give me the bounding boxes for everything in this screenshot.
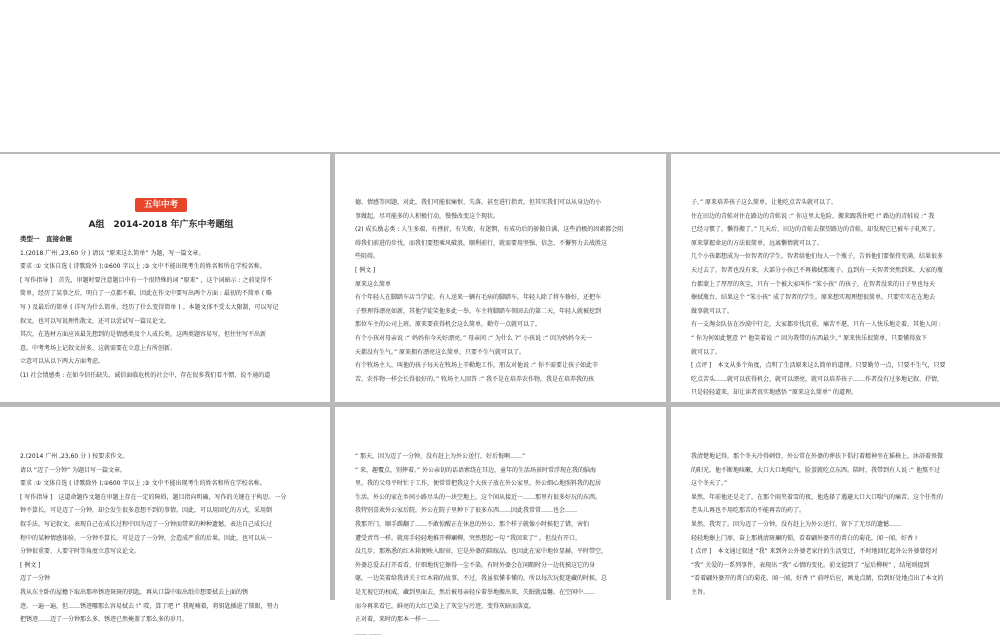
text-line: “ 来，趣覆点，别摔着。” 外公亲切的话语萦绕在耳边，童年的生活场景时常浮现在我的脑海 bbox=[355, 466, 597, 474]
text-line: 钟不算长，可是迈了一分钟，却会发生很多意想不到的事情。因此，可以用回忆的方式，采用倒 bbox=[20, 507, 273, 515]
text-line: 果然，我哭了。因为迈了一分钟，没有赶上为外公送行，留下了无尽的遗憾…… bbox=[691, 520, 902, 528]
text-line: 躯，一边笑着给我讲关于红木箱的故事，不过，我虽似懂非懂的，所以每次玩捉迷藏的时候，总 bbox=[355, 575, 608, 583]
document-page-6 bbox=[671, 407, 1000, 600]
text-line: 有个小孩对母亲说 :“ 妈妈你今天好漂亮。” 母亲问 :“ 为什么 ?” 小孩说 :“ 因为妈妈今天一 bbox=[355, 334, 592, 342]
text-line: 没几步，那熟悉的红木箱便映入眼帘，它是外婆的陪嫁品，也因此在家中地位显赫。平时带空， bbox=[355, 548, 608, 556]
essay-title: 迈了一分钟 bbox=[20, 575, 51, 583]
example-label: [ 例文 ] bbox=[355, 266, 376, 274]
text-line: [ 点评 ] 本文通过叙述 “我” 来到外公外婆老家住的生活变迁，不时地回忆起外公外婆曾经对 bbox=[691, 548, 938, 556]
text-line: 是无视它的权威，藏到里面去，然后被母亲轻斥着举地搬出来，失眠就温馨。在空闲中…… bbox=[355, 588, 596, 596]
text-line: …… …… bbox=[355, 629, 381, 637]
text-line: 请以 “迈了一分钟” 为题目写一篇文章。 bbox=[20, 466, 127, 474]
text-line: 叙文，也可以写说理性散文，还可以尝试写一篇议论文。 bbox=[20, 317, 171, 325]
text-line: 有个牧场主人，叫他的孩子每天在牧场上辛勤地工作，朋友对他说 :“ 你不需要让孩子如此辛 bbox=[355, 362, 598, 370]
text-line: 要求 :① 文体自选 ( 诗歌除外 );②600 字以上 ;③ 文中不能出现考生的姓名和所在学校名称。 bbox=[20, 263, 266, 271]
text-line: 迹。一遍一遍，但……锈迹哪那么容易拭去 !” 哎，算了吧 !” 我呢喃着，将钥匙插进了锁眼，努力 bbox=[20, 602, 279, 610]
document-page-1 bbox=[0, 154, 330, 402]
text-line: 轻轻地擦上门扉，奋上那挑清斑斓的锁，看着翩外婆开的菁白的菊花，闻一闻，好香 ! bbox=[691, 534, 918, 542]
text-line: 正对着，来时的那本一样一…… bbox=[355, 616, 440, 624]
text-line: 而今再来看它，鲜亮的大红已染上了灰尘与污迹，变得灰暗而落寞。 bbox=[355, 602, 536, 610]
text-line: 这个冬天了。” bbox=[691, 480, 728, 488]
section-badge: 五年中考 bbox=[135, 198, 187, 212]
text-line: 原来掌握命运的方法很简单，远离懒惰就可以了。 bbox=[691, 239, 824, 247]
text-line: 几个小孩都想成为一位智者的学生，智者给他们每人一个瓶子，告诉他们要保持充满，结果很多 bbox=[691, 253, 944, 261]
text-line: 1.(2018 广州 ,23,60 分 ) 请以 “原来这么简单” 为题，写一篇文章。 bbox=[20, 249, 205, 257]
text-line: (1) 社会情感类 : 在如今信任缺失、诚信面临危机的社会中，存在很多我们看不惯、说不通的道 bbox=[20, 371, 271, 379]
text-line: 写 ) 及最后的简单 ( 详写为什么简单，经历了什么变得简单 ) 。本题文体不受太大限制，可以写记 bbox=[20, 303, 279, 311]
document-page-3 bbox=[671, 154, 1000, 402]
text-line: “我” 关爱的一系列事件，表现出 “我” 心情的变化。前文提到了 “屋后柳树” ，结尾则提到 bbox=[691, 561, 930, 569]
text-line: 天过去了，智者也没有来，大部分小孩已不再佛拭那瓶子。直到有一天智者突然到来，大家的瓶 bbox=[691, 266, 944, 274]
example-label: [ 例文 ] bbox=[20, 561, 41, 569]
text-line: 碍我们前进的步伐，而我们要想乘风破浪，顺利前行，就需要用坚强、信念、不懈努力去战胜这 bbox=[355, 239, 608, 247]
text-line: 德、情感等问题，对此，我们可能很痛恨、失落，甚至进行指责，但其实我们可以从身边的小 bbox=[355, 199, 602, 206]
group-title: A组 2014-2018 年广东中考题组 bbox=[88, 220, 234, 230]
text-line: 擦拭瓶台，结果这个 “笨小孩” 成了智者的学生。原来想实现理想很简单，只要实实在在地去 bbox=[691, 294, 936, 302]
section-heading: 类型一 直接命题 bbox=[20, 235, 72, 243]
text-line: “ 你为何如此惬意 ?” 他笑着说 :“ 因为我带的东西最少。” 原来快乐很简单，只要懂得放下 bbox=[691, 334, 928, 342]
text-line: 子。” 原来培养孩子这么简单，让他吃点苦头就可以了。 bbox=[691, 199, 838, 206]
text-line: [ 写作指导 ] 这道命题作文题在审题上存在一定的障碍，题目指向明确，写作的关键在于构思。一分 bbox=[20, 493, 287, 501]
text-line: 简单，经历了某事之后，明白了一点都不难。因此在作文中要写出两个方面 : 最初的不简单 ( 略 bbox=[20, 290, 272, 298]
text-line: 事做起，尽可能多的人积极行动，慢慢改变这个现状。 bbox=[355, 212, 500, 220]
text-line: [ 点评 ] 本文从多个角度，点明了生活原来这么简单的道理。只要勤劳一点，只要不生气，只要 bbox=[691, 362, 946, 370]
text-line: (2) 成长励志类 : 人生多艰，有挫折，有失败，有迷惘，有成功后的骄傲自满，这些消极的因素都会阻 bbox=[355, 226, 624, 234]
document-page-5 bbox=[335, 407, 666, 637]
badge-row bbox=[20, 196, 302, 218]
text-line: 有一支淘金队伍在沙漠中行走，大家都步伐沉重，痛苦不堪，只有一人快乐地走着，其他人问 : bbox=[691, 321, 941, 329]
text-line: 外婆总爱去打开看看，仔细地抚它擦得一尘不染。有时外婆会在闲暇时分一边抚摸这它的身 bbox=[355, 561, 596, 569]
text-line: 程中的某种情感体验。一分钟不算长，可是迈了一分钟，会造成严重的后果。因此，也可以从一 bbox=[20, 534, 273, 542]
text-line: 我特别喜欢外公家后院，外公在院子里种下了很多东西……因此我常常……也会…… bbox=[355, 507, 578, 515]
document-page-4 bbox=[0, 407, 330, 624]
text-line: 吃点苦头……就可以获得机会，就可以漂亮，就可以培养孩子……作者没有过多地记叙、抒情， bbox=[691, 375, 944, 383]
text-line: 老头儿再也不用吃那苦的不能再苦的药了。 bbox=[691, 507, 806, 515]
text-line: 些阻碍。 bbox=[355, 253, 380, 261]
text-line: 我清楚地记得，那个冬天冷得刺骨，外公常在外婆的葬扶下倡打着精神坐在摇椅上，沐浴着熹微 bbox=[691, 453, 944, 460]
text-line: 2.(2014 广州 ,23,60 分 ) 按要求作文。 bbox=[20, 453, 129, 460]
text-line: 叙手法，写记叙文，表现自己在成长过程中因为迈了一分钟而带来的种种遗憾，表达自己成长过 bbox=[20, 520, 273, 528]
text-line: 子整理得漂亮如新，其他学徒笑他多此一举。车主将脚踏车领回去的第二天，年轻人就被挖到 bbox=[355, 307, 602, 315]
text-line: [ 写作指导 ] 首先，审题时要注意题目中有一个很特殊的词 “原来” ，这个词暗示 : 之前觉得不 bbox=[20, 276, 273, 284]
text-line: 的阳光。他不断地咳嗽，大口大口地喘气，脸蛋就吃点东西。陪时，我带到有人说 :“ 他熬不过 bbox=[691, 466, 940, 474]
text-line: 苦，农作物一样会长得很好的。” 牧场主人回答 :“ 我不是在培养农作物，我是在培养我的孩 bbox=[355, 375, 594, 383]
text-line: 遭受责骂一样。就用手轻轻地推开柳斓柳，突然想起一句 “我回来了” 。但没有开口。 bbox=[355, 534, 582, 542]
text-line: 果然，年前他还是走了，在那个雨夹着雪的夜，他选择了遇避大口大口喘气的痛苦，这个任性的 bbox=[691, 493, 944, 501]
text-line: 只是轻轻道来，却让读者真实地感悟 “原来这么简单” 的道理。 bbox=[691, 389, 858, 397]
text-line: 我那开门，顺手踢翻了……不敢惊醒正在休息的外公，那个样子就像小时候犯了错，害怕 bbox=[355, 520, 590, 528]
text-line: 生活。外公的家在乡间小路尽头的一块空地上，这个闲从接近一……那里有很多好玩的东西。 bbox=[355, 493, 602, 501]
text-line: 里。我的父母平时忙于工作，便常常把我这个大孩子放在外公家里，外公细心地照料我的起居 bbox=[355, 480, 602, 488]
text-line: 把锈迹……迈了一分钟那么多，锈迹已然掩盖了那么多的岁月。 bbox=[20, 616, 189, 624]
text-line: 主旨。 bbox=[691, 588, 710, 596]
text-line: “ 那天，因为迈了一分钟，没有赶上为外公送行，好后悔啊……” bbox=[355, 453, 526, 460]
text-line: 台都蒙上了厚厚的灰尘，只有一个被大家叫作 “笨小孩” 的孩子，在智者没来的日子里也每天 bbox=[691, 280, 936, 288]
text-line: “看着翩外婆开的菁白的菊花，闻一闻，好香 !” 前呼后应，画龙点睛，恰到好处地点出了本文的 bbox=[691, 575, 944, 583]
document-page-2 bbox=[335, 154, 666, 402]
text-line: 要求 :① 文体自选 ( 诗歌除外 );②600 字以上 ;③ 文中不能出现考生的姓名和所在学校名称。 bbox=[20, 480, 266, 488]
text-line: 就可以了。 bbox=[691, 348, 722, 356]
text-line: 分钟很重要、人要守时等角度立意写议论文。 bbox=[20, 548, 141, 556]
text-line: 那位车主的公司上班。原来要获得机会这么简单，勤劳一点就可以了。 bbox=[355, 321, 542, 329]
text-line: 住在田边的青蛙对住在路边的青蛙说 :“ 你这里太危险，搬来跟我住吧 !” 路边的青蛙说 :“ 我 bbox=[691, 212, 935, 220]
text-line: 已经习惯了，懒得搬了。” 几天后，田边的青蛙去探望路边的青蛙，却发现它已被车子轧死了。 bbox=[691, 226, 940, 234]
text-line: 我从东主卧的屋檐下取出那串锈迹斑斑的钥匙，再从口袋中取出纸巾想要拭去上面的锈 bbox=[20, 588, 249, 596]
text-line: 天都没有生气。” 原来拥有漂亮这么简单，只要不生气就可以了。 bbox=[355, 348, 526, 356]
text-line: 意，中考考场上记叙文居多，这就需要在立意上有所创新。 bbox=[20, 344, 177, 352]
essay-title: 原来这么简单 bbox=[355, 280, 392, 288]
document-page-grid bbox=[0, 152, 1000, 637]
top-blank-area bbox=[0, 0, 1000, 152]
text-line: 立意可以从以下两大方面考虑。 bbox=[20, 358, 105, 366]
text-line: 有个年轻人在脚踏车店当学徒。有人送来一辆有毛病的脚踏车，年轻人除了将车修好，还把车 bbox=[355, 294, 602, 302]
text-line: 其次，在选材方面应该最先想到的是情感类及个人成长类，这两类题容易写，但往往写不出新 bbox=[20, 331, 267, 339]
text-line: 做事就可以了。 bbox=[691, 307, 734, 315]
